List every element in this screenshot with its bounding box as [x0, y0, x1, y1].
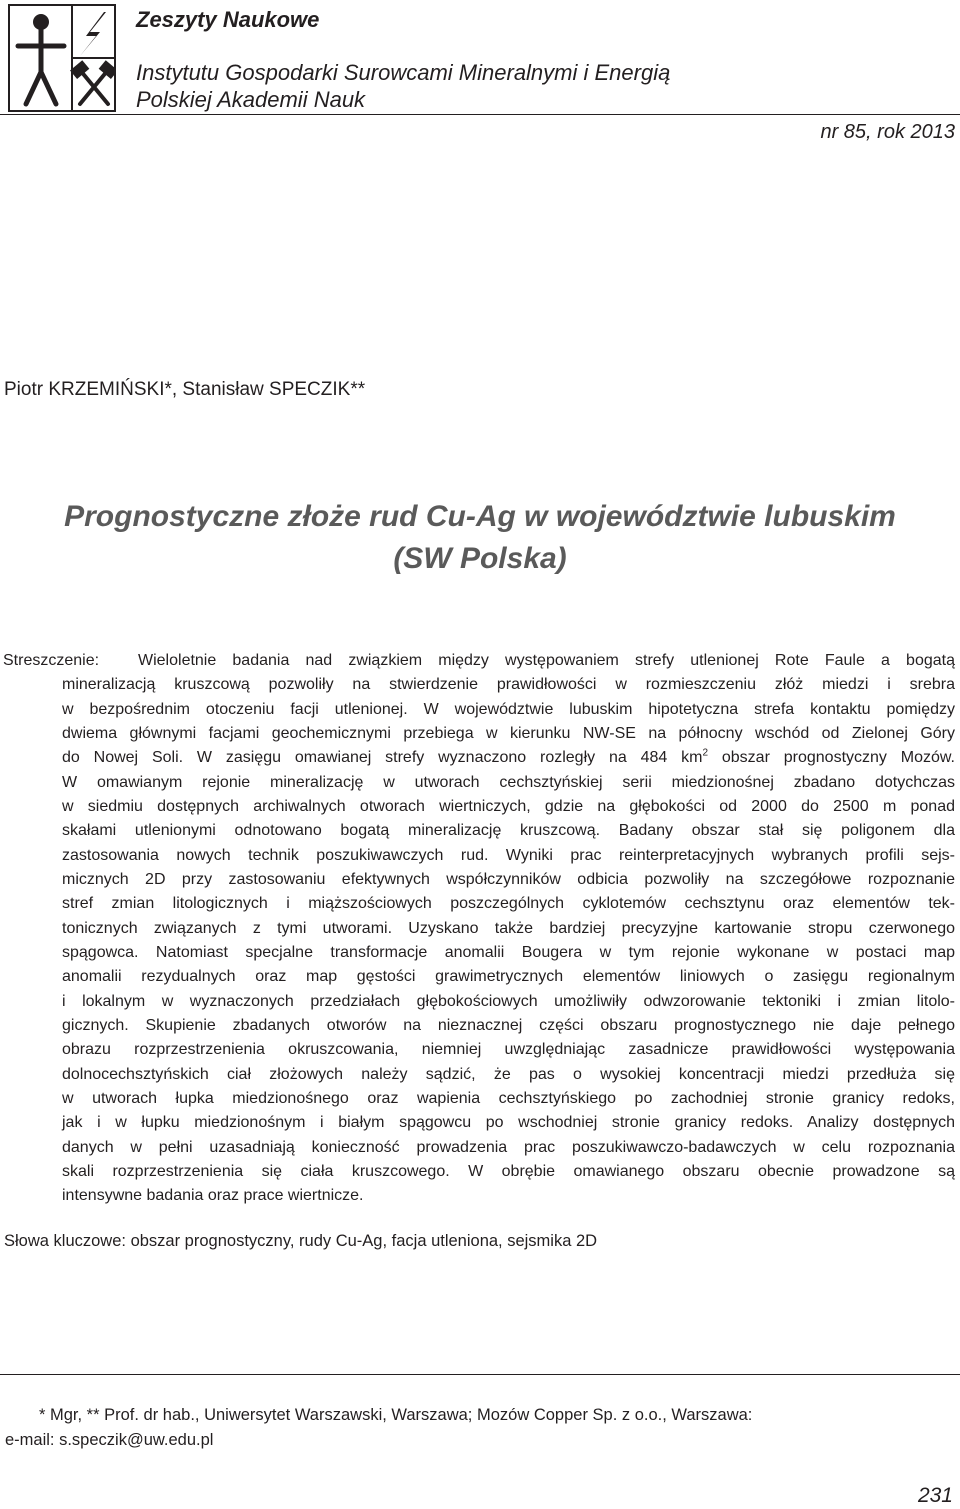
abstract-line: obrazu rozprzestrzenienia okruszcowania, niemniej uwzględniając zasadnicze prawidłowości występowania [62, 1041, 955, 1059]
abstract-line: gicznych. Skupienie zbadanych otworów na nieznacznej części obszaru prognostycznego nie daje pełnego [62, 1016, 955, 1034]
abstract-line: w bezpośrednim otoczeniu facji utlenionej. W województwie lubuskim hipotetyczna strefa kontaktu pomiędzy [62, 700, 955, 718]
abstract-line: spągowca. Natomiast specjalne transformacje anomalii Bougera w tym rejonie wykonane w postaci map [62, 943, 955, 961]
abstract-line: micznych 2D przy zastosowaniu efektywnych współczynników odbicia pozwoliły na szczegółowe rozpoznanie [62, 870, 955, 888]
authors: Piotr KRZEMIŃSKI*, Stanisław SPECZIK** [4, 379, 366, 400]
issue-number: nr 85, rok 2013 [820, 121, 955, 143]
crossed-hammers-icon [73, 63, 115, 104]
abstract-line: skali rozprzestrzenienia się ciała kruszcowego. W obrębie omawianego obszaru obecnie prowadzone są [62, 1162, 955, 1180]
abstract-line: intensywne badania oraz prace wiertnicze. [62, 1187, 364, 1205]
abstract-line: do Nowej Soli. W zasięgu omawianej strefy wyznaczono rozległy na 484 $km^2$ obszar prognostyczny Mozów. [62, 747, 955, 767]
abstract-line: w utworach łupka miedzionośnego oraz wapienia cechsztyńskiego po zachodniej stronie granicy redoks, [62, 1089, 955, 1107]
title-line2: (SW Polska) [393, 542, 567, 575]
journal-name: Zeszyty Naukowe [136, 7, 320, 32]
paper-title [0, 496, 960, 580]
superscript-2: 2 [702, 747, 709, 759]
abstract-line: mineralizacją kruszcową pozwoliły na stwierdzenie prawidłowości w rozmieszczeniu złóż miedzi i srebra [62, 676, 955, 694]
abstract-line: dolnocechsztyńskich ciał złożowych należy sądzić, że pas o wysokiej koncentracji miedzi przedłuża się [62, 1065, 955, 1083]
header-rule [0, 114, 960, 115]
abstract-line: W omawianym rejonie mineralizację w utworach cechsztyńskiej serii miedzionośnej zbadano dotychczas [62, 773, 955, 791]
abstract-line: stref zmian litologicznych i miąższościowych poszczególnych cyklotemów cechsztynu oraz elementów tek- [62, 895, 955, 913]
journal-header [136, 6, 670, 114]
lightning-icon [80, 12, 106, 56]
institute-line2: Polskiej Akademii Nauk [136, 87, 366, 112]
abstract-line: tonicznych związanych z tymi utworami. Uzyskano także bardziej precyzyjne kartowanie stropu czerwonego [62, 919, 955, 937]
keywords [4, 1232, 597, 1251]
footnote-rule [0, 1374, 960, 1375]
abstract-body [62, 649, 955, 1209]
abstract-line: Wieloletnie badania nad związkiem między występowaniem strefy utlenionej Rote Faule a bogatą [138, 652, 955, 669]
footnote-line1: * Mgr, ** Prof. dr hab., Uniwersytet Warszawski, Warszawa; Mozów Copper Sp. z o.o., Warszawa: [39, 1406, 753, 1424]
stick-figure-icon [18, 14, 64, 104]
page-number: 231 [917, 1484, 953, 1507]
abstract-line: jak i w łupku miedzionośnym i białym spągowcu po wschodniej stronie granicy redoks. Analizy dostępnych [62, 1114, 955, 1132]
abstract-line: danych w pełni uzasadniają konieczność prowadzenia prac poszukiwawczo-badawczych w celu rozpoznania [62, 1138, 955, 1156]
footnote-email: e-mail: s.speczik@uw.edu.pl [5, 1431, 214, 1449]
abstract-line: zastosowania nowych technik poszukiwawczych rud. Wyniki prac reinterpretacyjnych wybranych profili sejs- [62, 846, 955, 864]
abstract [3, 649, 955, 1209]
abstract-line: w siedmiu dostępnych archiwalnych otworach wiertniczych, gdzie na głębokości od 2000 do 2500 m ponad [62, 797, 955, 815]
institute-logo [8, 4, 116, 112]
keywords-value: obszar prognostyczny, rudy Cu-Ag, facja utleniona, sejsmika 2D [130, 1232, 598, 1250]
abstract-line: dwiema głównymi facjami geochemicznymi przebiega w kierunku NW-SE na północny wschód od Zielonej Góry [62, 724, 955, 742]
abstract-line: skałami utlenionymi odnotowano bogatą mineralizację kruszcową. Badany obszar stał się poligonem dla [62, 822, 955, 840]
abstract-label: Streszczenie: [3, 652, 100, 669]
footnote [5, 1403, 893, 1453]
title-line1: Prognostyczne złoże rud Cu-Ag w województwie lubuskim [64, 500, 896, 533]
keywords-label: Słowa kluczowe: [4, 1232, 126, 1250]
abstract-line: anomalii rezydualnych oraz map gęstości grawimetrycznych elementów liniowych o zasięgu regionalnym [62, 968, 955, 986]
institute-line1: Instytutu Gospodarki Surowcami Mineralnymi i Energią [136, 59, 671, 85]
abstract-line: i lokalnym w wyznaczonych przedziałach głębokościowych umożliwiły odwzorowanie tektoniki i zmian litolo- [62, 992, 955, 1010]
